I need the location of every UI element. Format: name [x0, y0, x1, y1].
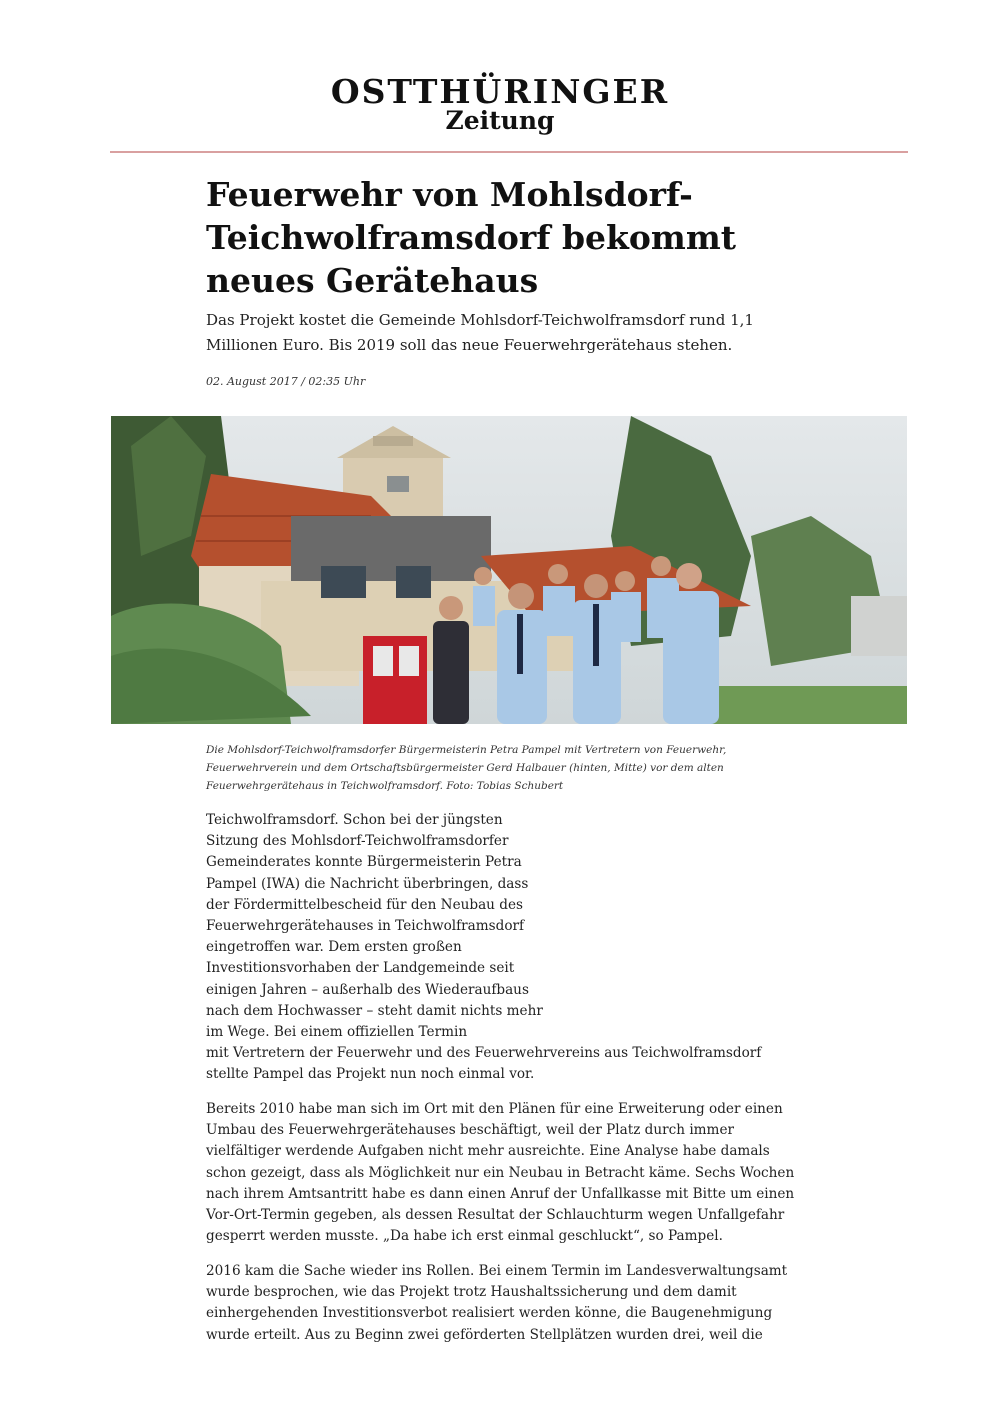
paragraph-1-wrapped-text: Teichwolframsdorf. Schon bei der jüngsten Sitzung des Mohlsdorf-Teichwolframsdorfer Gemeinderates konnte Bürgermeisterin Petra Pampel (IWA) die Nachricht überbringen, dass der Fördermittelbescheid für den Neubau des Feuerwehrgerätehauses in Teichwolframsdorf eingetroffen war. Dem ersten großen Investitionsvorhaben der Landgemeinde seit einigen Jahren – außerhalb des Wiederaufbaus nach dem Hochwasser – steht damit nichts mehr im Wege. Bei einem offiziellen Termin	[206, 812, 543, 1041]
article-paragraph-1	[206, 810, 806, 1086]
photo-illustration	[111, 416, 907, 724]
photo-caption: Die Mohlsdorf-Teichwolframsdorfer Bürgermeisterin Petra Pampel mit Vertretern von Feuerwehr, Feuerwehrverein und dem Ortschaftsbürgermeister Gerd Halbauer (hinten, Mitte) vor dem alten Feuerwehrgerätehaus in Teichwolframsdorf. Foto: Tobias Schubert	[206, 744, 727, 792]
newspaper-logo[interactable]	[0, 74, 1000, 135]
logo-name: OSTTHÜRINGER	[330, 72, 670, 111]
article-paragraph-2: Bereits 2010 habe man sich im Ort mit den Plänen für eine Erweiterung oder einen Umbau des Feuerwehrgerätehauses beschäftigt, weil der Platz durch immer vielfältiger werdende Aufgaben nicht mehr ausreichte. Eine Analyse habe damals schon gezeigt, dass als Möglichkeit nur ein Neubau in Betracht käme. Sechs Wochen nach ihrem Amtsantritt habe es dann einen Anruf der Unfallkasse mit Bitte um einen Vor-Ort-Termin gegeben, als dessen Resultat der Schlauchturm wegen Unfallgefahr gesperrt werden musste. „Da habe ich erst einmal geschluckt“, so Pampel.	[206, 1101, 795, 1245]
masthead-divider	[110, 151, 908, 153]
article-paragraph-3: 2016 kam die Sache wieder ins Rollen. Bei einem Termin im Landesverwaltungsamt wurde besprochen, wie das Projekt trotz Haushaltssicherung und dem damit einhergehenden Investitionsverbot realisiert werden könne, die Baugenehmigung wurde erteilt. Aus zu Beginn zwei geförderten Stellplätzen wurden drei, weil die	[206, 1263, 788, 1343]
article-photo[interactable]	[111, 416, 907, 724]
article-dateline: 02. August 2017 / 02:35 Uhr	[206, 375, 366, 388]
paragraph-1-continued-text: mit Vertretern der Feuerwehr und des Feuerwehrvereins aus Teichwolframsdorf stellte Pampel das Projekt nun noch einmal vor.	[206, 1045, 762, 1083]
logo-sub: Zeitung	[445, 106, 555, 135]
article-headline: Feuerwehr von Mohlsdorf-Teichwolframsdorf bekommt neues Gerätehaus	[206, 175, 736, 300]
article-lead: Das Projekt kostet die Gemeinde Mohlsdorf-Teichwolframsdorf rund 1,1 Millionen Euro. Bis 2019 soll das neue Feuerwehrgerätehaus stehen.	[206, 311, 754, 354]
